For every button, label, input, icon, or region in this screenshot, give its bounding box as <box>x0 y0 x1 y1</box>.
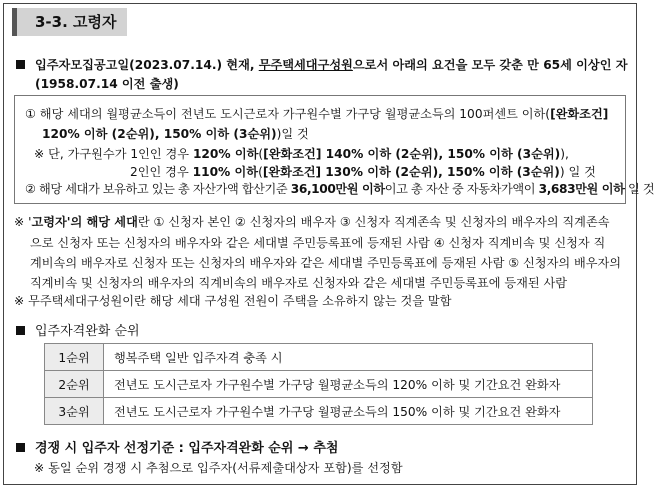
household-note-line-4: 직계비속 및 신청자의 배우자의 직계비속의 배우자로 신청자와 같은 세대별 주민등록표에 등재된 사람 <box>30 276 568 290</box>
rank-description: 행복주택 일반 입주자격 충족 시 <box>104 344 593 371</box>
selection-note: ※ 동일 순위 경쟁 시 추첨으로 입주자(서류제출대상자 포함)를 선정함 <box>34 461 403 475</box>
section-tag: 3-3. 고령자 <box>12 8 127 36</box>
square-bullet-icon <box>16 443 25 452</box>
condition-note-1: ※ 단, 가구원수가 1인인 경우 120% 이하([완화조건] 140% 이하 (2순위), 150% 이하 (3순위)), <box>34 147 569 161</box>
table-row <box>45 371 593 398</box>
household-note-line-2: 으로 신청자 또는 신청자의 배우자와 같은 세대별 주민등록표에 등재된 사람 ④ 신청자 직계비속 및 신청자 직 <box>30 236 606 250</box>
condition-1-line-2: 120% 이하 (2순위), 150% 이하 (3순위))일 것 <box>42 127 309 141</box>
table-row <box>45 398 593 425</box>
rank-cell: 1순위 <box>45 344 104 371</box>
rank-cell: 3순위 <box>45 398 104 425</box>
rank-description: 전년도 도시근로자 가구원수별 가구당 월평균소득의 150% 이하 및 기간요건 완화자 <box>104 398 593 425</box>
priority-table <box>44 343 593 425</box>
eligibility-line-2: (1958.07.14 이전 출생) <box>35 77 179 91</box>
rank-description: 전년도 도시근로자 가구원수별 가구당 월평균소득의 120% 이하 및 기간요건 완화자 <box>104 371 593 398</box>
square-bullet-icon <box>16 60 25 69</box>
condition-2: ② 해당 세대가 보유하고 있는 총 자산가액 합산기준 36,100만원 이하이고 총 자산 중 자동차가액이 3,683만원 이하 일 것 <box>25 182 654 196</box>
rank-cell: 2순위 <box>45 371 104 398</box>
household-note-line-1: ※ '고령자'의 해당 세대란 ① 신청자 본인 ② 신청자의 배우자 ③ 신청자 직계존속 및 신청자의 배우자의 직계존속 <box>14 215 610 229</box>
selection-heading: 경쟁 시 입주자 선정기준 : 입주자격완화 순위 → 추첨 <box>16 440 338 458</box>
square-bullet-icon <box>16 326 25 335</box>
condition-note-2: 2인인 경우 110% 이하([완화조건] 130% 이하 (2순위), 150% 이하 (3순위)) 일 것 <box>130 165 596 179</box>
table-row <box>45 344 593 371</box>
household-note-line-3: 계비속의 배우자로 신청자 또는 신청자의 배우자와 같은 세대별 주민등록표에 등재된 사람 ⑤ 신청자의 배우자의 <box>30 256 622 270</box>
homeless-definition-note: ※ 무주택세대구성원이란 해당 세대 구성원 전원이 주택을 소유하지 않는 것을 말함 <box>14 294 452 308</box>
priority-heading: 입주자격완화 순위 <box>16 323 140 341</box>
condition-1-line-1: ① 해당 세대의 월평균소득이 전년도 도시근로자 가구원수별 가구당 월평균소득의 100퍼센트 이하([완화조건] <box>25 107 609 121</box>
eligibility-line-1: 입주자모집공고일(2023.07.14.) 현재, 무주택세대구성원으로서 아래의 요건을 모두 갖춘 만 65세 이상인 자 <box>16 56 628 74</box>
